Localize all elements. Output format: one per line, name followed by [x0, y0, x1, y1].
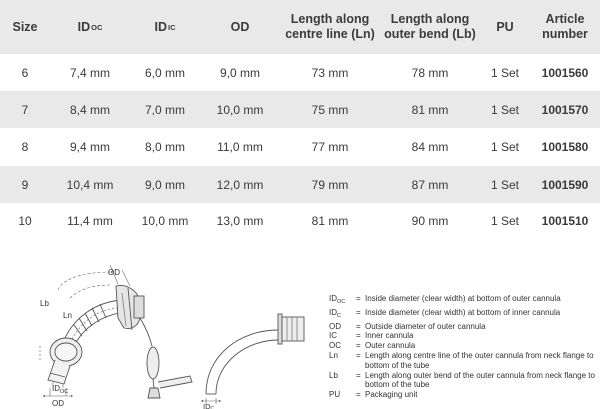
cell-article: 1001590 [541, 177, 589, 192]
cell-id-ic: 10,0 mm [141, 214, 189, 228]
cell-od: 9,0 mm [219, 65, 260, 80]
table-row [0, 203, 600, 239]
cell-lb: 87 mm [411, 177, 449, 192]
cell-od: 12,0 mm [216, 177, 264, 192]
header-id-oc-label: ID [77, 19, 91, 34]
header-lb-line1: Length along [390, 12, 470, 26]
cell-od: 13,0 mm [216, 214, 264, 228]
legend-description: Length along centre line of the outer cannula from neck flange to bottom of the tube [365, 350, 594, 370]
cell-pu: 1 Set [490, 214, 520, 228]
cell-id-ic: 7,0 mm [144, 102, 185, 117]
legend-equals: = [356, 307, 361, 317]
cell-id-oc: 9,4 mm [69, 140, 110, 154]
legend-equals: = [356, 331, 361, 341]
legend-entry [329, 390, 600, 400]
header-id-ic-subscript: IC [168, 22, 176, 32]
header-od [200, 0, 280, 54]
cell-size: 9 [21, 177, 29, 192]
legend-entry [329, 308, 600, 322]
legend-description: Outer cannula [365, 341, 416, 351]
legend-key: OC [329, 341, 341, 351]
cell-pu: 1 Set [490, 140, 520, 154]
legend-key: $ID_C$ [329, 307, 341, 319]
header-id-oc-subscript: OC [91, 22, 103, 32]
legend-equals: = [356, 350, 361, 360]
cell-pu: 1 Set [490, 102, 520, 117]
cell-ln: 75 mm [311, 102, 349, 117]
table-header [0, 0, 600, 54]
label-lb: Lb [40, 299, 49, 308]
cell-size: 8 [21, 140, 29, 154]
legend-equals: = [356, 341, 361, 351]
table-row [0, 91, 600, 128]
header-size-label: Size [12, 19, 38, 34]
header-pu-label: PU [496, 19, 514, 34]
legend-entry [329, 371, 600, 391]
cell-lb: 78 mm [411, 65, 449, 80]
label-od-top: OD [108, 268, 120, 277]
legend-entry [329, 331, 600, 341]
cell-pu: 1 Set [490, 177, 520, 192]
header-od-label: OD [230, 19, 250, 34]
label-ln: Ln [63, 311, 72, 320]
cell-id-oc: 10,4 mm [66, 177, 114, 192]
cell-size: 10 [18, 214, 32, 228]
cell-size: 6 [21, 65, 29, 80]
header-id-ic-label: ID [154, 19, 167, 34]
cell-id-oc: 7,4 mm [69, 65, 110, 80]
label-od-bottom: OD [52, 399, 64, 408]
legend-description: Outside diameter of outer cannula [365, 321, 486, 331]
legend-key: $ID_{OC}$ [329, 294, 346, 305]
table-row [0, 166, 600, 203]
legend-entry [329, 341, 600, 351]
cell-id-ic: 6,0 mm [144, 65, 185, 80]
legend-key: PU [329, 390, 341, 400]
cell-article: 1001570 [541, 102, 589, 117]
header-id-ic [130, 0, 200, 54]
header-article-line1: Article [545, 12, 585, 26]
header-article [530, 0, 600, 54]
header-lb-line2: outer bend (Lb) [384, 27, 476, 41]
header-ln-line2: centre line (Ln) [285, 27, 375, 41]
legend-key: OD [329, 321, 341, 331]
cell-lb: 81 mm [411, 102, 449, 117]
cell-od: 10,0 mm [216, 102, 264, 117]
cell-ln: 79 mm [311, 177, 349, 192]
legend-equals: = [356, 370, 361, 380]
cell-id-ic: 8,0 mm [144, 140, 185, 154]
cell-lb: 84 mm [411, 140, 449, 154]
diagram-labels [40, 268, 120, 408]
cell-od: 11,0 mm [217, 140, 263, 154]
legend-description: Inner cannula [365, 331, 414, 341]
legend-key: Lb [329, 370, 338, 380]
legend-key: IC [329, 331, 337, 341]
legend-entry [329, 322, 600, 332]
legend-equals: = [356, 321, 361, 331]
header-pu [480, 0, 530, 54]
abbreviation-legend [329, 294, 600, 400]
cell-ln: 73 mm [311, 65, 349, 80]
header-ln [280, 0, 380, 54]
cell-pu: 1 Set [490, 65, 520, 80]
header-size [0, 0, 50, 54]
cell-ln: 77 mm [311, 140, 349, 154]
header-article-line2: number [542, 27, 588, 41]
legend-entry [329, 351, 600, 371]
legend-description: Inside diameter (clear width) at bottom of inner cannula [365, 307, 561, 317]
cell-id-oc: 11,4 mm [67, 214, 113, 228]
outer-cannula-drawing [48, 285, 192, 398]
legend-key: Ln [329, 350, 338, 360]
cell-article: 1001560 [541, 65, 589, 80]
legend-entry [329, 294, 600, 308]
cell-size: 7 [21, 102, 29, 117]
legend-description: Packaging unit [365, 390, 418, 400]
header-ln-line1: Length along [290, 12, 370, 26]
legend-equals: = [356, 390, 361, 400]
legend-description: Inside diameter (clear width) at bottom of outer cannula [365, 294, 561, 303]
table-row [0, 128, 600, 166]
header-lb [380, 0, 480, 54]
legend-description: Length along outer bend of the outer cannula from neck flange to bottom of the tube [365, 370, 595, 390]
cell-id-ic: 9,0 mm [144, 177, 185, 192]
legend-equals: = [356, 294, 361, 303]
cell-article: 1001510 [541, 214, 589, 228]
label-id-c: IDC [203, 402, 215, 409]
cell-lb: 90 mm [411, 214, 449, 228]
cell-id-oc: 8,4 mm [69, 102, 110, 117]
label-id-oc: $ID_{OC}$ [52, 384, 69, 395]
cell-ln: 81 mm [311, 214, 349, 228]
table-row [0, 54, 600, 91]
cell-article: 1001580 [541, 140, 589, 154]
inner-cannula-drawing [202, 314, 304, 404]
header-id-oc [50, 0, 130, 54]
